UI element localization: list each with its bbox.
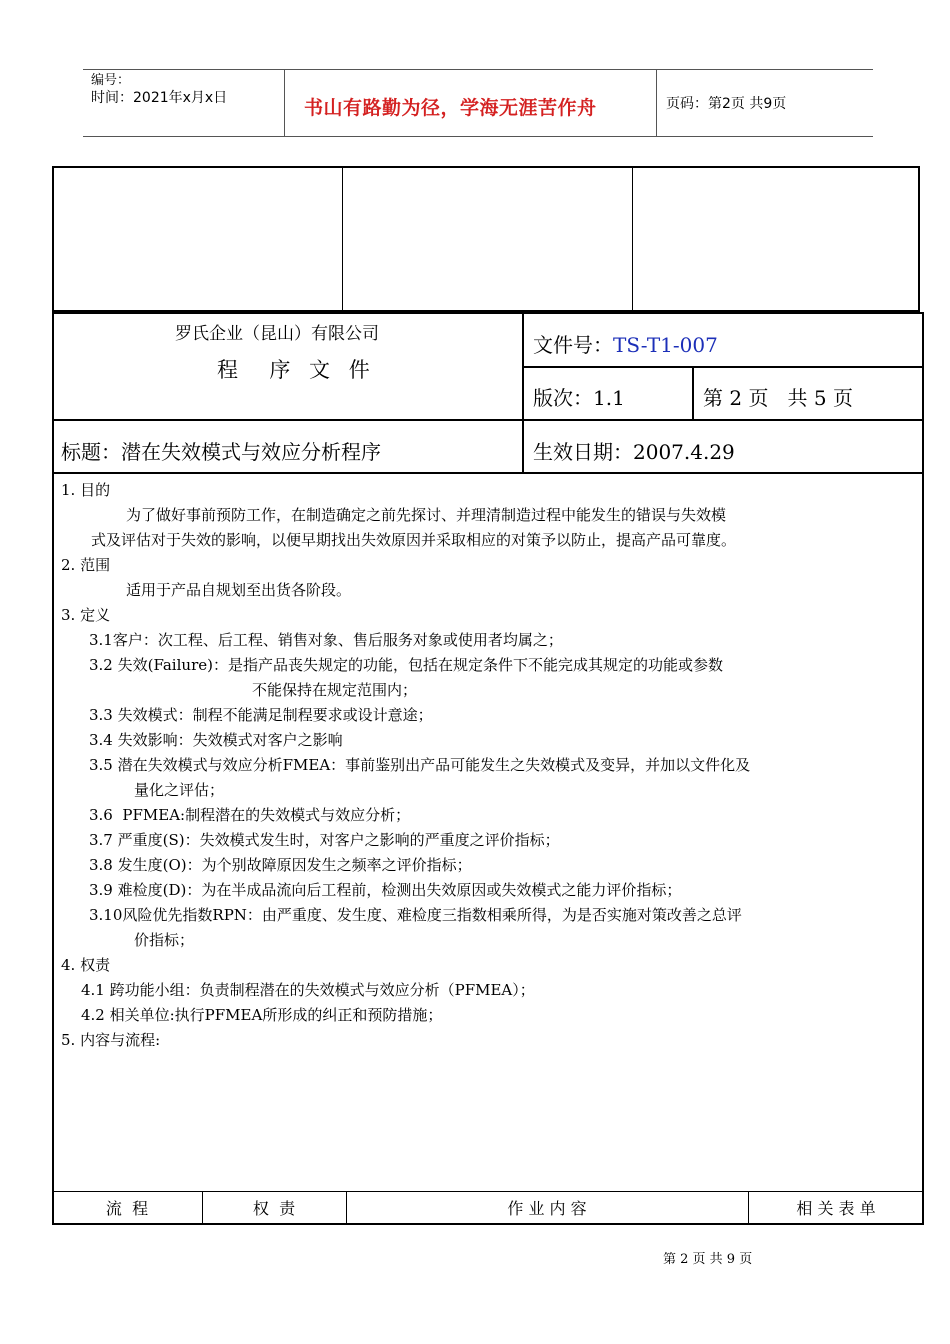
footer-page-number: 第 2 页 共 9 页 [663, 1252, 753, 1267]
section-heading: 5. 内容与流程: [61, 1031, 161, 1049]
page-number-label: 页码：第2页 共9页 [666, 96, 787, 112]
definition-item: 3.6 PFMEA:制程潜在的失效模式与效应分析； [89, 806, 411, 824]
definition-item-cont: 不能保持在规定范围内； [252, 681, 418, 699]
section-heading: 3. 定义 [61, 606, 111, 624]
definition-item: 3.3 失效模式：制程不能满足制程要求或设计意途； [89, 706, 433, 724]
time-label: 时间：2021年x月x日 [91, 90, 228, 106]
section-heading: 1. 目的 [61, 481, 111, 499]
company-name: 罗氏企业（昆山）有限公司 [175, 324, 379, 344]
section-heading: 2. 范围 [61, 556, 111, 574]
definition-item: 3.8 发生度(O)：为个别故障原因发生之频率之评价指标； [89, 856, 472, 874]
page-info: 第 2 页 共 5 页 [703, 386, 853, 410]
doc-header-divider [52, 419, 924, 421]
paragraph: 式及评估对于失效的影响，以便早期找出失效原因并采取相应的对策予以防止，提高产品可靠度。 [91, 531, 737, 549]
file-number-value: TS-T1-007 [613, 333, 718, 357]
definition-item: 3.9 难检度(D)：为在半成品流向后工程前，检测出失效原因或失效模式之能力评价指标； [89, 881, 682, 899]
section-heading: 4. 权责 [61, 956, 111, 974]
version: 版次：1.1 [533, 386, 625, 410]
number-label: 编号： [91, 73, 131, 88]
file-number-label: 文件号： [533, 333, 613, 357]
header-divider [284, 69, 285, 136]
responsibility-item: 4.2 相关单位:执行PFMEA所形成的纠正和预防措施； [81, 1006, 443, 1024]
definition-item: 3.5 潜在失效模式与效应分析FMEA：事前鉴别出产品可能发生之失效模式及变异，并加以文件化及 [89, 756, 751, 774]
doc-title: 标题：潜在失效模式与效应分析程序 [61, 440, 381, 464]
doc-type: 程 序 文 件 [217, 358, 376, 382]
doc-header-divider [692, 366, 694, 420]
flow-table-header: 作 业 内 容 [507, 1199, 587, 1218]
header-top-rule [83, 69, 873, 70]
cell-divider [632, 166, 633, 312]
paragraph: 为了做好事前预防工作，在制造确定之前先探讨、并理清制造过程中能发生的错误与失效模 [126, 506, 727, 524]
definition-item-cont: 量化之评估； [134, 781, 225, 799]
flow-table-rule [52, 1191, 924, 1192]
flow-table-header: 权 责 [252, 1199, 296, 1218]
file-number [533, 329, 718, 358]
definition-item: 3.4 失效影响：失效模式对客户之影响 [89, 731, 343, 749]
cell-divider [342, 166, 343, 312]
doc-header-divider [522, 366, 924, 368]
effective-date: 生效日期：2007.4.29 [533, 440, 735, 464]
definition-item: 3.10风险优先指数RPN：由严重度、发生度、难检度三指数相乘所得，为是否实施对策改善之总评 [89, 906, 742, 924]
responsibility-item: 4.1 跨功能小组：负责制程潜在的失效模式与效应分析（PFMEA）； [81, 981, 535, 999]
doc-header-divider [522, 312, 524, 474]
header-divider [656, 69, 657, 136]
definition-item-cont: 价指标； [134, 931, 195, 949]
paragraph: 适用于产品自规划至出货各阶段。 [126, 581, 352, 599]
definition-item: 3.2 失效(Failure)：是指产品丧失规定的功能，包括在规定条件下不能完成其规定的功能或参数 [89, 656, 723, 674]
signature-box [52, 166, 920, 312]
flow-table-header: 相 关 表 单 [796, 1199, 876, 1218]
flow-table-header: 流 程 [105, 1199, 149, 1218]
definition-item: 3.1客户：次工程、后工程、销售对象、售后服务对象或使用者均属之； [89, 631, 563, 649]
header-bottom-rule [83, 136, 873, 137]
definition-item: 3.7 严重度(S)：失效模式发生时，对客户之影响的严重度之评价指标； [89, 831, 560, 849]
motto: 书山有路勤为径，学海无涯苦作舟 [304, 97, 597, 119]
